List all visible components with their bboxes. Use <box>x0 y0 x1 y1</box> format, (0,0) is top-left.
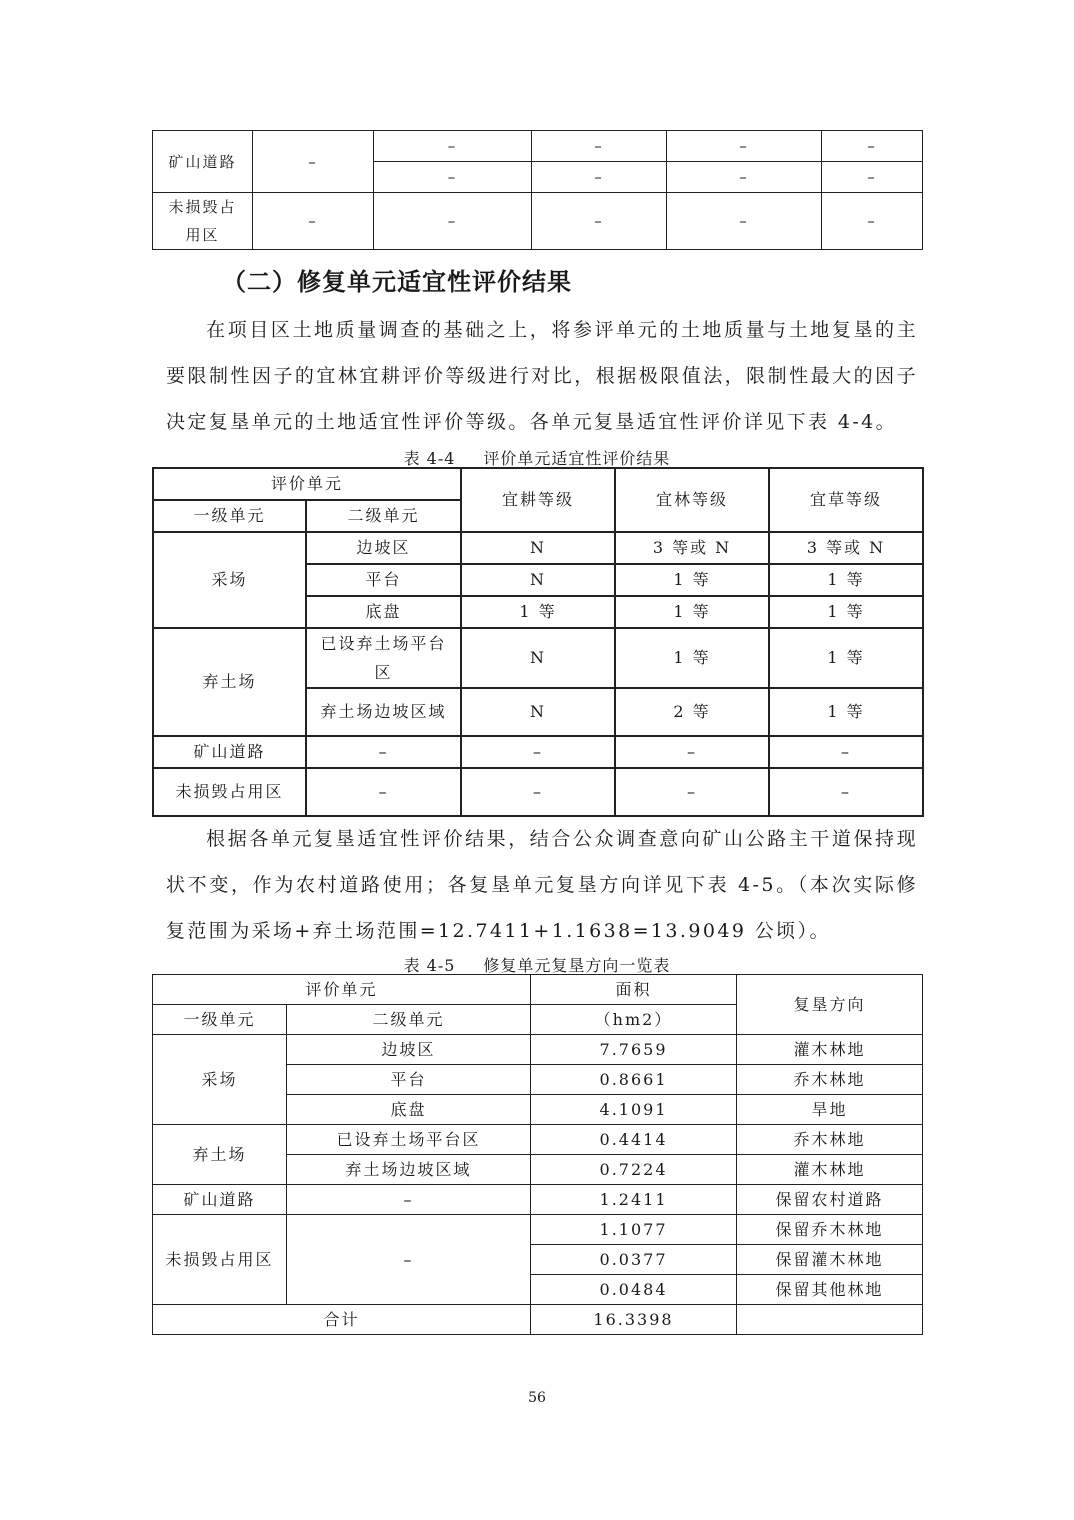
unit-cell: 未损毁占用区 <box>153 193 253 250</box>
header-cell: 二级单元 <box>287 1005 531 1035</box>
value-cell: 1 等 <box>615 596 769 628</box>
direction-cell: 保留灌木林地 <box>737 1245 923 1275</box>
paragraph-1 <box>166 307 918 445</box>
sub-cell: 已设弃土场平台区 <box>287 1125 531 1155</box>
section-heading: （二）修复单元适宜性评价结果 <box>222 268 572 296</box>
sub-cell: – <box>287 1185 531 1215</box>
table-row <box>153 1215 923 1245</box>
area-cell: 0.7224 <box>531 1155 737 1185</box>
header-cell: 宜林等级 <box>615 468 769 532</box>
value-cell: 1 等 <box>615 564 769 596</box>
header-cell: 宜草等级 <box>769 468 923 532</box>
data-cell: – <box>822 162 923 193</box>
header-cell: 评价单元 <box>153 468 461 500</box>
sub-cell: 边坡区 <box>306 532 461 564</box>
value-cell: – <box>769 736 923 768</box>
direction-cell: 保留其他林地 <box>737 1275 923 1305</box>
direction-cell: 旱地 <box>737 1095 923 1125</box>
caption-number: 表 4-4 <box>403 449 456 468</box>
direction-cell: 保留乔木林地 <box>737 1215 923 1245</box>
sub-cell: 弃土场边坡区域 <box>287 1155 531 1185</box>
value-cell: 1 等 <box>769 628 923 688</box>
value-cell: 3 等或 N <box>769 532 923 564</box>
value-cell: – <box>461 736 615 768</box>
paragraph-2-text: 根据各单元复垦适宜性评价结果，结合公众调查意向矿山公路主干道保持现状不变，作为农村道路使用；各复垦单元复垦方向详见下表 4-5。（本次实际修复范围为采场+弃土场范围=12.7411+1.1638=13.9049 公顷）。 <box>166 828 918 942</box>
table-row <box>153 1185 923 1215</box>
total-direction <box>737 1305 923 1335</box>
group-cell: 弃土场 <box>153 1125 287 1185</box>
table-row <box>153 768 923 816</box>
data-cell: – <box>667 162 822 193</box>
sub-cell: 底盘 <box>287 1095 531 1125</box>
sub-cell: – <box>306 768 461 816</box>
header-cell: 宜耕等级 <box>461 468 615 532</box>
group-cell: 矿山道路 <box>153 736 306 768</box>
data-cell: – <box>532 162 667 193</box>
table-row <box>153 1035 923 1065</box>
total-row <box>153 1305 923 1335</box>
area-cell: 7.7659 <box>531 1035 737 1065</box>
area-cell: 0.8661 <box>531 1065 737 1095</box>
value-cell: 1 等 <box>769 564 923 596</box>
header-cell: 一级单元 <box>153 1005 287 1035</box>
paragraph-2 <box>166 816 918 954</box>
area-cell: 4.1091 <box>531 1095 737 1125</box>
sub-cell: – <box>306 736 461 768</box>
sub-cell: – <box>253 131 374 193</box>
header-cell: 一级单元 <box>153 500 306 532</box>
value-cell: 3 等或 N <box>615 532 769 564</box>
caption-number: 表 4-5 <box>403 956 456 975</box>
value-cell: – <box>769 768 923 816</box>
group-cell: 未损毁占用区 <box>153 1215 287 1305</box>
data-cell: – <box>667 193 822 250</box>
group-cell: 未损毁占用区 <box>153 768 306 816</box>
value-cell: N <box>461 564 615 596</box>
sub-cell: 底盘 <box>306 596 461 628</box>
area-cell: 0.0377 <box>531 1245 737 1275</box>
data-cell: – <box>532 193 667 250</box>
continued-table <box>152 130 923 250</box>
data-cell: – <box>822 131 923 162</box>
value-cell: N <box>461 688 615 736</box>
group-cell: 弃土场 <box>153 628 306 736</box>
group-cell: 采场 <box>153 532 306 628</box>
data-cell: – <box>374 131 532 162</box>
direction-cell: 保留农村道路 <box>737 1185 923 1215</box>
value-cell: – <box>615 736 769 768</box>
table-4-4 <box>152 467 924 817</box>
group-cell: 矿山道路 <box>153 1185 287 1215</box>
data-cell: – <box>532 131 667 162</box>
value-cell: 1 等 <box>461 596 615 628</box>
group-cell: 采场 <box>153 1035 287 1125</box>
table-row <box>153 628 923 688</box>
sub-cell: – <box>253 193 374 250</box>
header-cell: 面积 <box>531 975 737 1005</box>
table-row <box>153 736 923 768</box>
caption-title: 评价单元适宜性评价结果 <box>483 449 671 468</box>
sub-cell: 边坡区 <box>287 1035 531 1065</box>
total-area: 16.3398 <box>531 1305 737 1335</box>
sub-cell: 已设弃土场平台区 <box>306 628 461 688</box>
value-cell: N <box>461 628 615 688</box>
caption-title: 修复单元复垦方向一览表 <box>483 956 671 975</box>
sub-cell: 平台 <box>306 564 461 596</box>
header-cell: （hm2） <box>531 1005 737 1035</box>
table-row <box>153 532 923 564</box>
total-label: 合计 <box>153 1305 531 1335</box>
direction-cell: 灌木林地 <box>737 1035 923 1065</box>
value-cell: 1 等 <box>615 628 769 688</box>
table-row <box>153 1125 923 1155</box>
direction-cell: 灌木林地 <box>737 1155 923 1185</box>
area-cell: 1.1077 <box>531 1215 737 1245</box>
value-cell: – <box>615 768 769 816</box>
area-cell: 1.2411 <box>531 1185 737 1215</box>
page-number: 56 <box>528 1390 546 1406</box>
value-cell: 1 等 <box>769 596 923 628</box>
header-cell: 复垦方向 <box>737 975 923 1035</box>
data-cell: – <box>374 162 532 193</box>
sub-cell: 平台 <box>287 1065 531 1095</box>
area-cell: 0.4414 <box>531 1125 737 1155</box>
value-cell: – <box>461 768 615 816</box>
header-cell: 二级单元 <box>306 500 461 532</box>
data-cell: – <box>822 193 923 250</box>
sub-cell: – <box>287 1215 531 1305</box>
table-4-4-caption <box>0 446 1074 469</box>
value-cell: N <box>461 532 615 564</box>
direction-cell: 乔木林地 <box>737 1065 923 1095</box>
table-4-5-caption <box>0 953 1074 976</box>
data-cell: – <box>667 131 822 162</box>
paragraph-1-text: 在项目区土地质量调查的基础之上，将参评单元的土地质量与土地复垦的主要限制性因子的宜林宜耕评价等级进行对比，根据极限值法，限制性最大的因子决定复垦单元的土地适宜性评价等级。各单元复垦适宜性评价详见下表 4-4。 <box>166 319 918 433</box>
value-cell: 1 等 <box>769 688 923 736</box>
table-4-5 <box>152 974 923 1335</box>
data-cell: – <box>374 193 532 250</box>
sub-cell: 弃土场边坡区域 <box>306 688 461 736</box>
value-cell: 2 等 <box>615 688 769 736</box>
area-cell: 0.0484 <box>531 1275 737 1305</box>
unit-cell: 矿山道路 <box>153 131 253 193</box>
header-cell: 评价单元 <box>153 975 531 1005</box>
direction-cell: 乔木林地 <box>737 1125 923 1155</box>
